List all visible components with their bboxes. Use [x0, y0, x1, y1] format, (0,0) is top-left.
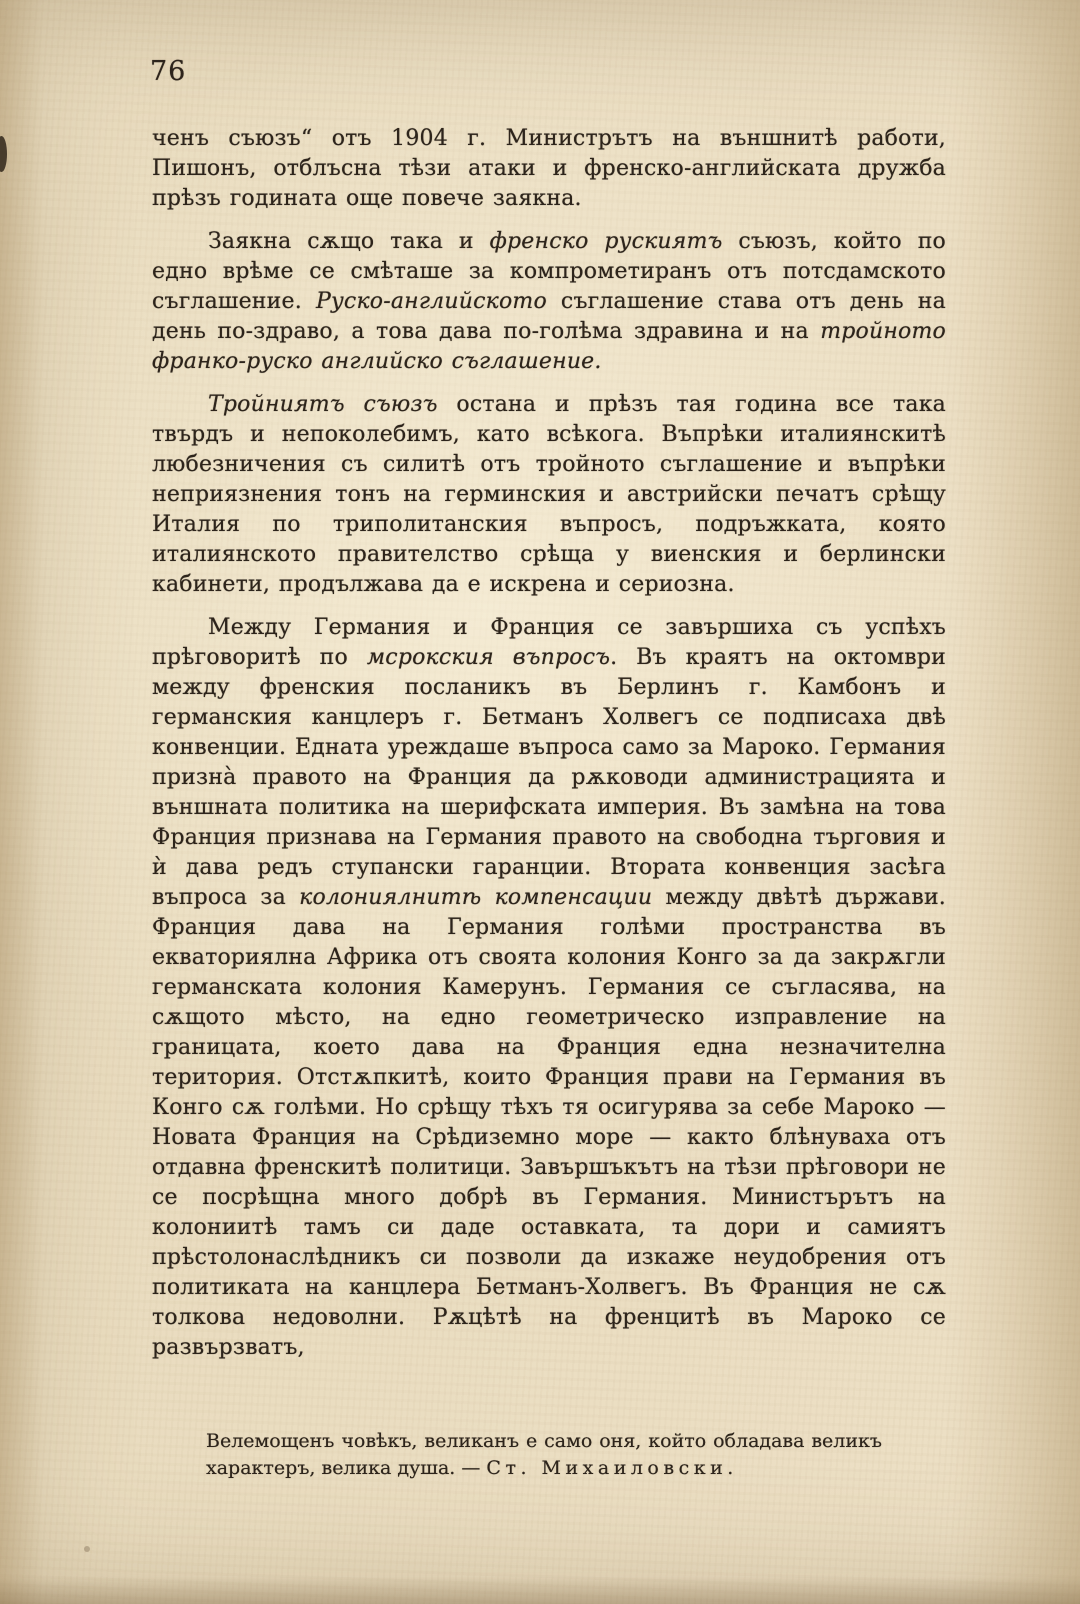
text-segment: Между Германия и Франция се завършиха съ успѣхъ прѣговоритѣ по	[152, 615, 946, 670]
text-segment: между двѣтѣ държави. Франция дава на Германия голѣми пространства въ екваториялна Африка отъ своята колония Конго за да закрѫгли германската колония Камерунъ. Германия се съгласява, на сѫщото мѣсто, на едно геометрическо изправление на границата, което дава на Франция една незначителна територия. Отстѫпкитѣ, които Франция прави на Германия въ Конго сѫ голѣми. Но срѣщу тѣхъ тя осигурява за себе Мароко — Новата Франция на Срѣдиземно море — както блѣнуваха отъ отдавна френскитѣ политици. Завършъкътъ на тѣзи прѣговори не се посрѣщна много добрѣ въ Германия. Министърътъ на колониитѣ тамъ си даде оставката, та дори и самиятъ прѣстолонаслѣдникъ си позволи да изкаже неудобрения отъ политиката на канцлера Бетманъ-Холвегъ. Въ Франция не сѫ толкова недоволни. Рѫцѣтѣ на френцитѣ въ Мароко се развързватъ,	[152, 885, 947, 1360]
text-segment: Ст. Михаиловски.	[486, 1457, 738, 1479]
text-segment: . Въ краятъ на октомври между френския посланикъ въ Берлинъ г. Камбонъ и германския канцлеръ г. Бетманъ Холвегъ се подписаха двѣ конвенции. Едната уреждаше въпроса само за Мароко. Германия призна̀ правото на Франция да рѫководи администрацията и външната политика на шерифската империя. Въ замѣна на това Франция признава на Германия правото на свободна търговия и ѝ дава редъ ступански гаранции. Втората конвенция засѣга въпроса за	[152, 645, 946, 910]
text-segment: остана и прѣзъ тая година все така твърдъ и непоколебимъ, като всѣкога. Въпрѣки италиянскитѣ любезничения съ силитѣ отъ тройното съглашение и въпрѣки неприязнения тонъ на герминския и австрийски печатъ срѣщу Италия по триполитанския въпросъ, подръжката, която италиянското правителство срѣща у виенския и берлински кабинети, продължава да е искрена и сериозна.	[152, 392, 946, 597]
paper-blemish	[0, 136, 7, 172]
page-edge-shadow	[0, 1576, 1080, 1604]
paper-blemish	[84, 1546, 90, 1552]
text-segment: Заякна сѫщо така и	[208, 229, 490, 254]
text-segment: тройното франко-руско английско съглашение.	[152, 319, 946, 374]
paragraph	[152, 613, 946, 1363]
text-segment: колониялнитѣ компенсации	[299, 885, 653, 910]
text-segment: френско рускиятъ	[489, 229, 723, 254]
page-number: 76	[150, 56, 187, 87]
text-segment: Руско-английското	[315, 289, 547, 314]
paragraph	[152, 124, 946, 214]
text-segment: ченъ съюзъ“ отъ 1904 г. Министрътъ на външнитѣ работи, Пишонъ, отблъсна тѣзи атаки и френско-английската дружба прѣзъ годината още повече заякна.	[152, 126, 946, 211]
text-segment: мсрокския въпросъ	[366, 645, 611, 670]
text-segment: Тройниятъ съюзъ	[208, 392, 438, 417]
footnote	[206, 1428, 882, 1482]
text-segment: съглашение става отъ день на день по-здраво, а това дава по-голѣма здравина и на	[152, 289, 946, 344]
paragraph	[152, 227, 946, 377]
text-block	[152, 124, 946, 1376]
paragraph	[152, 390, 946, 600]
text-segment: Велемощенъ човѣкъ, великанъ е само оня, който обладава великъ характеръ, велика душа. —	[206, 1430, 882, 1479]
text-segment: съюзъ, който по едно врѣме се смѣташе за компрометиранъ отъ потсдамското съглашение.	[152, 229, 946, 314]
paragraph	[206, 1428, 882, 1482]
